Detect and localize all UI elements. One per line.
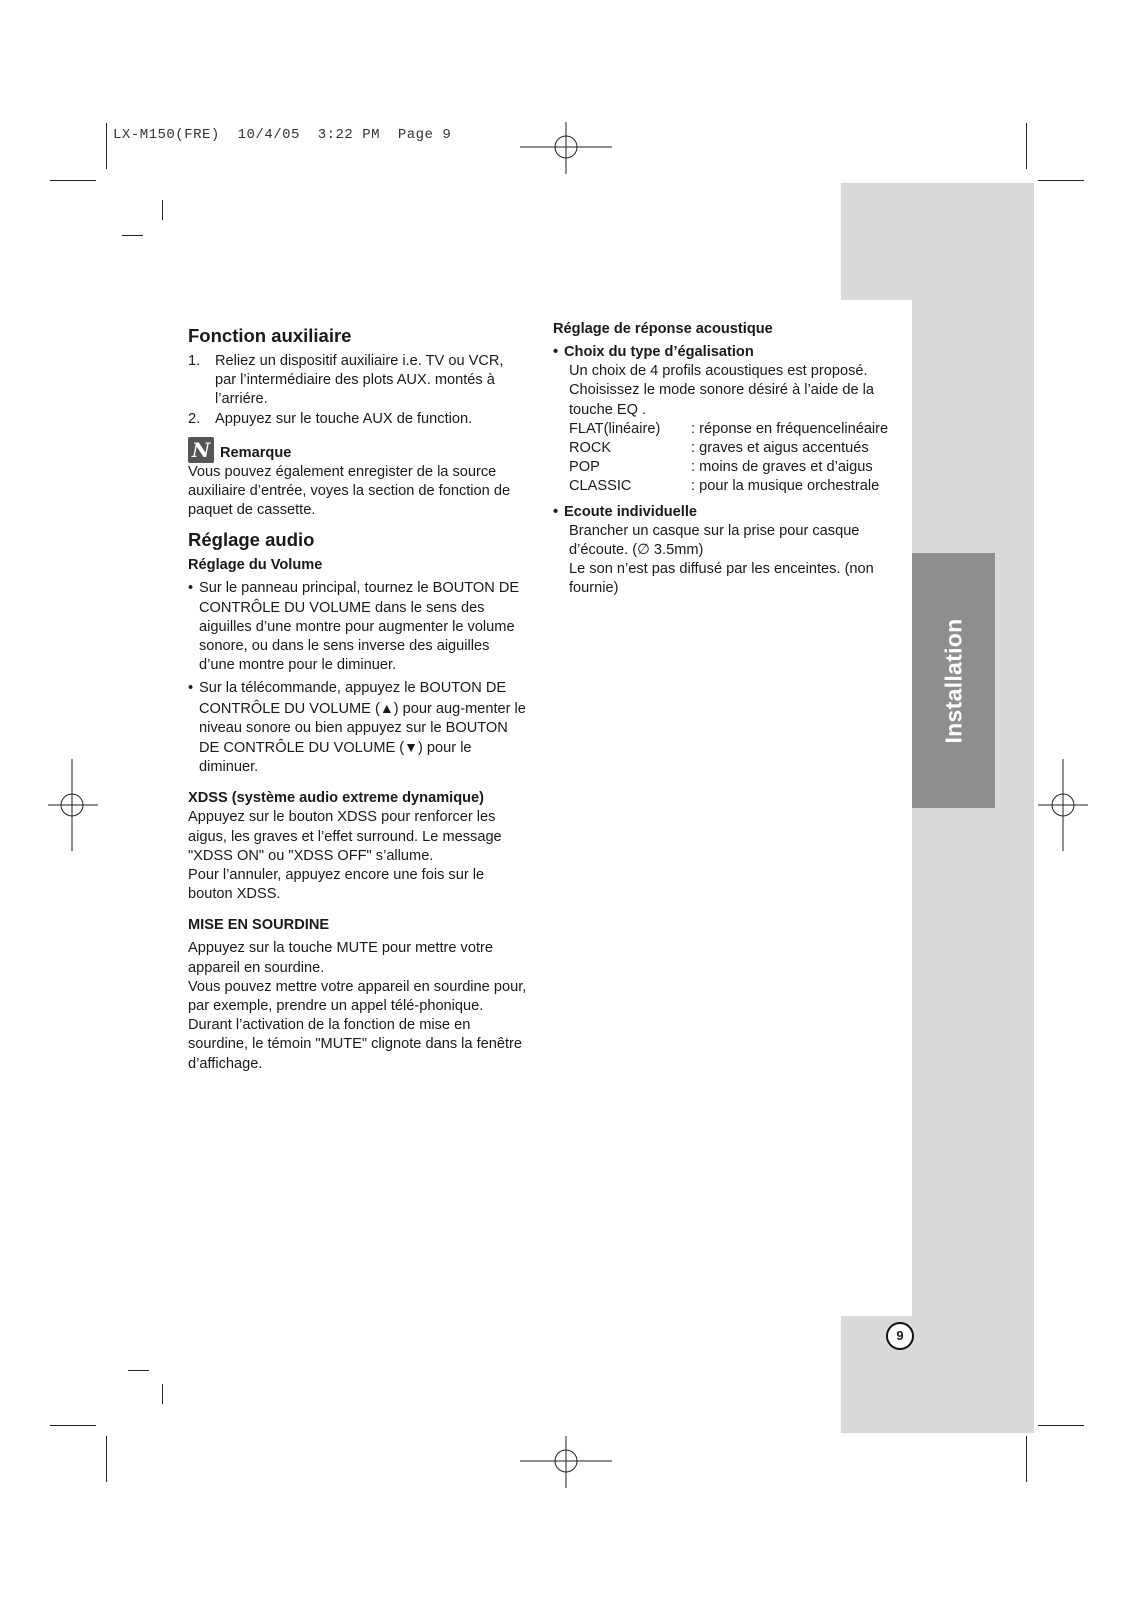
eq-mode-row: POP : moins de graves et d’aigus: [569, 459, 873, 476]
list-item: [188, 352, 528, 410]
aux-steps: [188, 352, 528, 429]
xdss-paragraph: Pour l’annuler, appuyez encore une fois sur le bouton XDSS.: [188, 867, 485, 903]
step-text: Reliez un dispositif auxiliaire i.e. TV ou VCR, par l’intermédiaire des plots AUX. montés à l’arriére.: [215, 353, 504, 408]
right-column: [553, 320, 893, 599]
acoustic-title: Réglage de réponse acoustique: [553, 321, 773, 337]
section-tab: [912, 553, 995, 808]
headphone-subtitle: • Ecoute individuelle: [553, 503, 697, 520]
note-icon: N: [188, 437, 214, 463]
eq-subtitle: • Choix du type d’égalisation: [553, 344, 754, 360]
list-item: [188, 410, 528, 429]
note-title: Remarque: [220, 444, 292, 461]
left-column: [188, 324, 528, 1074]
bullet-text: Sur la télécommande, appuyez le BOUTON DE CONTRÔLE DU VOLUME (▲) pour aug-menter le niveau sonore ou bien appuyez sur le BOUTON DE CONTRÔLE DU VOLUME (▼) pour le diminuer.: [199, 680, 526, 776]
side-band-bottom: [841, 1316, 1034, 1433]
print-slug: LX-M150(FRE) 10/4/05 3:22 PM Page 9: [113, 127, 452, 143]
eq-mode-row: ROCK : graves et aigus accentués: [569, 440, 869, 457]
aux-section: [188, 324, 528, 520]
note-text: Vous pouvez également enregister de la source auxiliaire d’entrée, voyes la section de fonction de paquet de cassette.: [188, 463, 511, 519]
step-text: Appuyez sur le touche AUX de function.: [215, 410, 473, 427]
audio-section: [188, 528, 528, 1073]
list-item: • Sur le panneau principal, tournez le BOUTON DE CONTRÔLE DU VOLUME dans le sens des aiguilles d’une montre pour augmenter le volume sonore, ou dans le sens inverse des aiguilles d’une montre pour le diminuer.: [188, 579, 528, 675]
step-number: 1.: [188, 353, 201, 369]
aux-title: Fonction auxiliaire: [188, 325, 352, 346]
mute-title: MISE EN SOURDINE: [188, 917, 330, 934]
note-header: [188, 437, 528, 463]
eq-intro: Un choix de 4 profils acoustiques est proposé. Choisissez le mode sonore désiré à l’aide de la touche EQ .: [569, 363, 875, 418]
headphone-paragraph: Le son n’est pas diffusé par les enceintes. (non fournie): [569, 561, 874, 597]
registration-mark-right: [1038, 759, 1088, 851]
eq-mode-row: FLAT(linéaire) : réponse en fréquencelinéaire: [569, 420, 889, 437]
headphone-block: [553, 522, 893, 599]
volume-up-icon: ▲: [379, 699, 394, 716]
mute-paragraph: Vous pouvez mettre votre appareil en sourdine pour, par exemple, prendre un appel télé-phonique. Durant l’activation de la fonction de mise en sourdine, le témoin "MUTE" clignote dans la fenêtre d’affichage.: [188, 978, 527, 1072]
list-item: • Sur la télécommande, appuyez le BOUTON DE CONTRÔLE DU VOLUME (▲) pour aug-menter le niveau sonore ou bien appuyez sur le BOUTON DE CONTRÔLE DU VOLUME (▼) pour le diminuer.: [188, 679, 528, 777]
registration-mark-top: [520, 122, 612, 174]
eq-block: [553, 362, 893, 496]
volume-bullets: [188, 579, 528, 777]
headphone-paragraph: Brancher un casque sur la prise pour casque d’écoute. (∅ 3.5mm): [569, 522, 860, 559]
volume-down-icon: ▼: [404, 739, 419, 756]
registration-mark-left: [48, 759, 98, 851]
registration-mark-bottom: [520, 1436, 612, 1488]
xdss-paragraph: Appuyez sur le bouton XDSS pour renforcer les aigus, les graves et l’effet surround. Le message "XDSS ON" ou "XDSS OFF" s’allume.: [188, 809, 502, 864]
bullet-text: Sur le panneau principal, tournez le BOUTON DE CONTRÔLE DU VOLUME dans le sens des aiguilles d’une montre pour augmenter le volume sonore, ou dans le sens inverse des aiguilles d’une montre pour le diminuer.: [199, 580, 520, 674]
xdss-title: XDSS (système audio extreme dynamique): [188, 790, 485, 807]
section-tab-label: Installation: [940, 617, 966, 744]
mute-paragraph: Appuyez sur la touche MUTE pour mettre votre appareil en sourdine.: [188, 940, 493, 976]
page-number: 9: [886, 1322, 914, 1350]
audio-title: Réglage audio: [188, 529, 315, 551]
side-band: [912, 183, 1034, 1433]
step-number: 2.: [188, 410, 201, 427]
eq-mode-row: CLASSIC : pour la musique orchestrale: [569, 478, 880, 495]
volume-title: Réglage du Volume: [188, 557, 323, 574]
